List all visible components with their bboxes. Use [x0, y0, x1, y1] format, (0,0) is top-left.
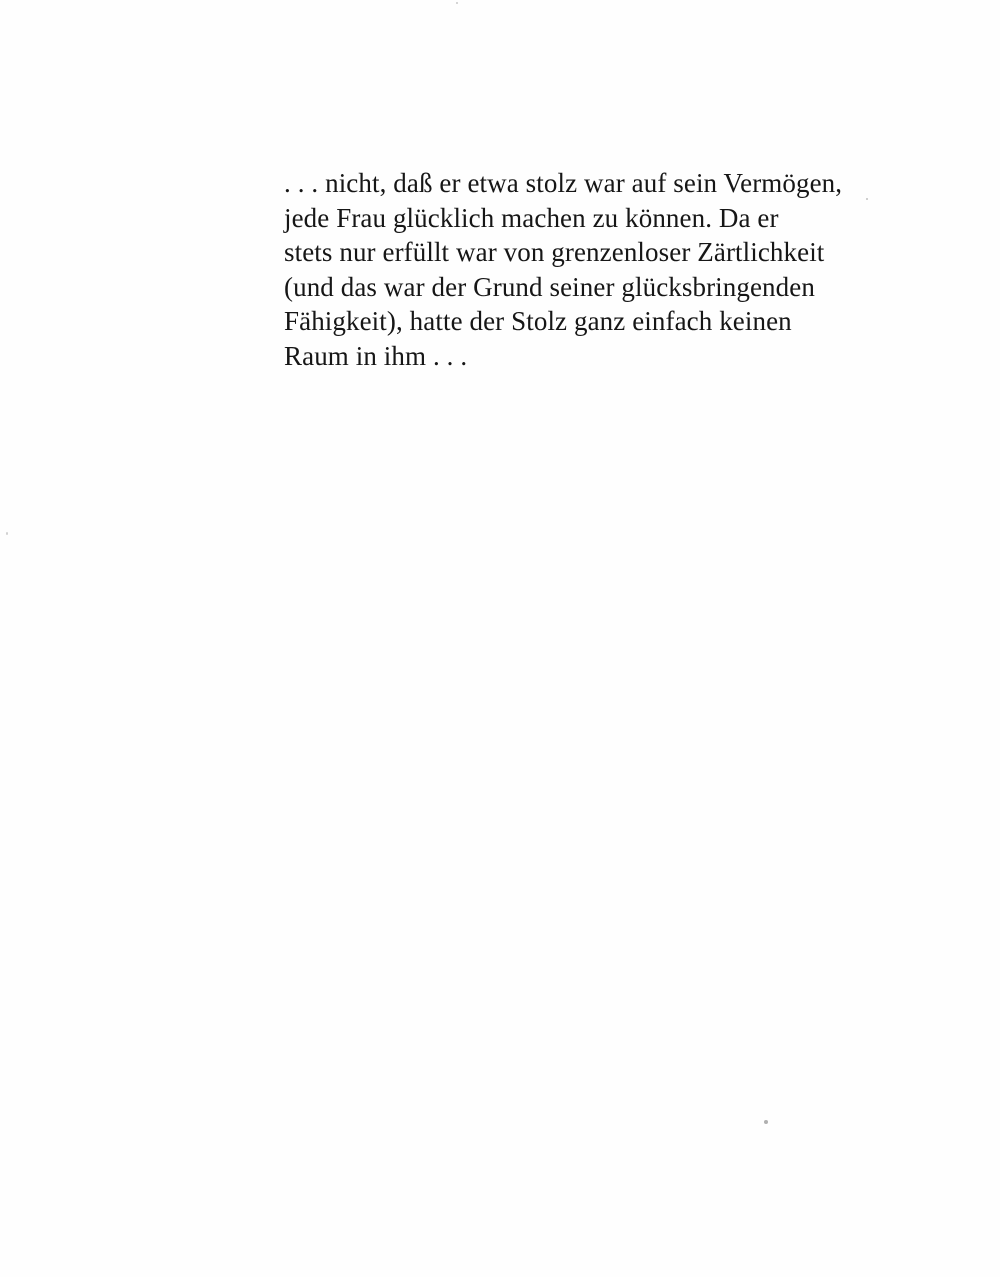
paper-speck [866, 198, 868, 200]
text-line-5: Fähigkeit), hatte der Stolz ganz einfach keinen [284, 306, 792, 336]
text-line-3: stets nur erfüllt war von grenzenloser Zärtlichkeit [284, 237, 825, 267]
paragraph [284, 166, 884, 373]
text-line-4: (und das war der Grund seiner glücksbringenden [284, 271, 815, 302]
text-line-6: Raum in ihm . . . [284, 340, 468, 371]
paper-speck [6, 532, 8, 535]
text-line-2: jede Frau glücklich machen zu können. Da er [284, 202, 779, 233]
paper-speck [456, 2, 458, 4]
text-line-1: . . . nicht, daß er etwa stolz war auf sein Vermögen, [284, 168, 843, 198]
paper-speck [764, 1120, 768, 1124]
